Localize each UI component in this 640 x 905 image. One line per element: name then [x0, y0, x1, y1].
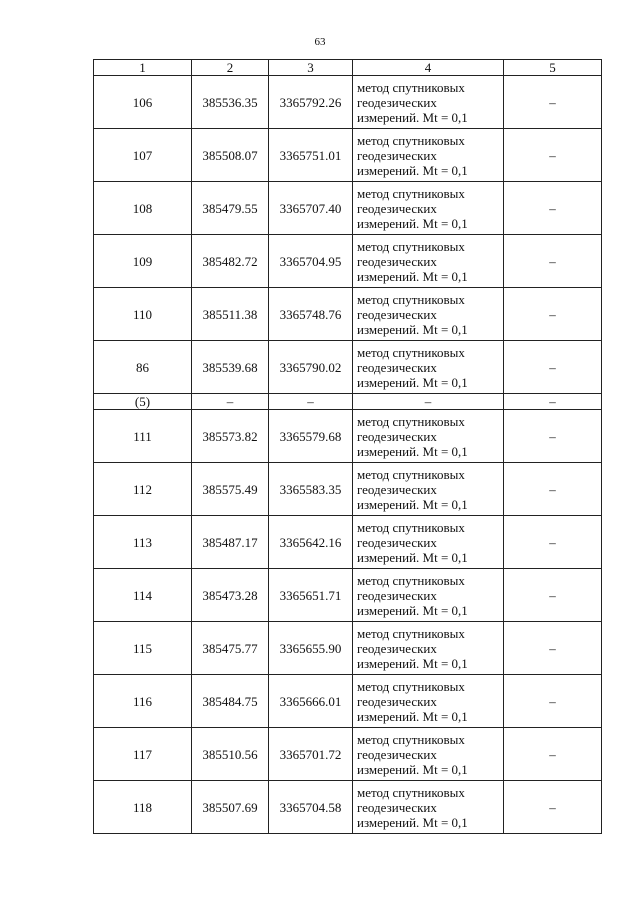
- x-coordinate-cell: 385507.69: [192, 781, 269, 834]
- note-cell: –: [504, 728, 602, 781]
- method-text-line: геодезических: [357, 147, 437, 163]
- note-cell: –: [504, 76, 602, 129]
- table-row: [94, 129, 602, 182]
- point-number-cell: 86: [94, 341, 192, 394]
- method-text-line: метод спутниковых: [357, 344, 465, 360]
- page-number: 63: [314, 36, 326, 48]
- method-text-line: геодезических: [357, 200, 437, 216]
- y-coordinate-cell: 3365701.72: [269, 728, 353, 781]
- note-cell: –: [504, 129, 602, 182]
- method-text-line: метод спутниковых: [357, 678, 465, 694]
- method-text-line: геодезических: [357, 481, 437, 497]
- method-text-line: метод спутниковых: [357, 572, 465, 588]
- method-text-line: измерений. Mt = 0,1: [357, 215, 468, 231]
- y-coordinate-cell: 3365748.76: [269, 288, 353, 341]
- point-number-cell: 107: [94, 129, 192, 182]
- method-text-line: геодезических: [357, 534, 437, 550]
- method-text-line: геодезических: [357, 94, 437, 110]
- method-cell: –: [353, 394, 504, 410]
- table-row: [94, 728, 602, 781]
- note-cell: –: [504, 235, 602, 288]
- note-cell: –: [504, 569, 602, 622]
- method-text-line: измерений. Mt = 0,1: [357, 268, 468, 284]
- y-coordinate-cell: 3365642.16: [269, 516, 353, 569]
- method-text-line: измерений. Mt = 0,1: [357, 708, 468, 724]
- method-text-line: метод спутниковых: [357, 291, 465, 307]
- method-cell: [353, 182, 504, 235]
- y-coordinate-cell: 3365792.26: [269, 76, 353, 129]
- point-number-cell: 109: [94, 235, 192, 288]
- method-text-line: измерений. Mt = 0,1: [357, 602, 468, 618]
- x-coordinate-cell: 385573.82: [192, 410, 269, 463]
- y-coordinate-cell: 3365583.35: [269, 463, 353, 516]
- method-cell: [353, 622, 504, 675]
- y-coordinate-cell: 3365655.90: [269, 622, 353, 675]
- y-coordinate-cell: 3365651.71: [269, 569, 353, 622]
- x-coordinate-cell: 385473.28: [192, 569, 269, 622]
- table-separator-row: [94, 394, 602, 410]
- point-number-cell: 118: [94, 781, 192, 834]
- table-row: [94, 463, 602, 516]
- method-text-line: геодезических: [357, 693, 437, 709]
- method-text-line: метод спутниковых: [357, 238, 465, 254]
- method-text-line: геодезических: [357, 359, 437, 375]
- note-cell: –: [504, 781, 602, 834]
- method-text-line: геодезических: [357, 428, 437, 444]
- table-header-row: [94, 60, 602, 76]
- table-row: [94, 76, 602, 129]
- note-cell: –: [504, 622, 602, 675]
- column-header: 1: [94, 60, 192, 76]
- note-cell: –: [504, 410, 602, 463]
- x-coordinate-cell: 385508.07: [192, 129, 269, 182]
- table-row: [94, 182, 602, 235]
- note-cell: –: [504, 182, 602, 235]
- x-coordinate-cell: 385484.75: [192, 675, 269, 728]
- point-number-cell: 113: [94, 516, 192, 569]
- coordinates-table: [93, 59, 602, 834]
- table-body: [94, 60, 602, 834]
- method-cell: [353, 463, 504, 516]
- method-text-line: измерений. Mt = 0,1: [357, 496, 468, 512]
- x-coordinate-cell: 385482.72: [192, 235, 269, 288]
- method-text-line: метод спутниковых: [357, 79, 465, 95]
- method-text-line: измерений. Mt = 0,1: [357, 162, 468, 178]
- method-text-line: измерений. Mt = 0,1: [357, 814, 468, 830]
- table-row: [94, 288, 602, 341]
- method-text-line: метод спутниковых: [357, 185, 465, 201]
- note-cell: –: [504, 341, 602, 394]
- note-cell: –: [504, 288, 602, 341]
- table-row: [94, 516, 602, 569]
- x-coordinate-cell: 385539.68: [192, 341, 269, 394]
- y-coordinate-cell: 3365579.68: [269, 410, 353, 463]
- method-text-line: измерений. Mt = 0,1: [357, 109, 468, 125]
- x-coordinate-cell: 385479.55: [192, 182, 269, 235]
- method-cell: [353, 781, 504, 834]
- method-text-line: метод спутниковых: [357, 466, 465, 482]
- x-coordinate-cell: –: [192, 394, 269, 410]
- x-coordinate-cell: 385487.17: [192, 516, 269, 569]
- method-text-line: измерений. Mt = 0,1: [357, 549, 468, 565]
- y-coordinate-cell: 3365707.40: [269, 182, 353, 235]
- x-coordinate-cell: 385511.38: [192, 288, 269, 341]
- y-coordinate-cell: 3365790.02: [269, 341, 353, 394]
- column-header: 5: [504, 60, 602, 76]
- method-cell: [353, 235, 504, 288]
- point-number-cell: 106: [94, 76, 192, 129]
- method-text-line: измерений. Mt = 0,1: [357, 761, 468, 777]
- y-coordinate-cell: 3365666.01: [269, 675, 353, 728]
- method-text-line: метод спутниковых: [357, 731, 465, 747]
- method-text-line: измерений. Mt = 0,1: [357, 374, 468, 390]
- y-coordinate-cell: –: [269, 394, 353, 410]
- method-text-line: метод спутниковых: [357, 625, 465, 641]
- method-cell: [353, 341, 504, 394]
- method-text-line: измерений. Mt = 0,1: [357, 655, 468, 671]
- method-cell: [353, 76, 504, 129]
- x-coordinate-cell: 385510.56: [192, 728, 269, 781]
- method-cell: [353, 129, 504, 182]
- table-row: [94, 781, 602, 834]
- method-text-line: геодезических: [357, 746, 437, 762]
- table-row: [94, 675, 602, 728]
- x-coordinate-cell: 385475.77: [192, 622, 269, 675]
- column-header: 4: [353, 60, 504, 76]
- note-cell: –: [504, 675, 602, 728]
- x-coordinate-cell: 385536.35: [192, 76, 269, 129]
- point-number-cell: 108: [94, 182, 192, 235]
- method-cell: [353, 410, 504, 463]
- x-coordinate-cell: 385575.49: [192, 463, 269, 516]
- column-header: 2: [192, 60, 269, 76]
- column-header: 3: [269, 60, 353, 76]
- y-coordinate-cell: 3365704.95: [269, 235, 353, 288]
- table-row: [94, 341, 602, 394]
- point-number-cell: 110: [94, 288, 192, 341]
- method-text-line: измерений. Mt = 0,1: [357, 443, 468, 459]
- point-number-cell: 117: [94, 728, 192, 781]
- method-text-line: метод спутниковых: [357, 784, 465, 800]
- method-text-line: измерений. Mt = 0,1: [357, 321, 468, 337]
- y-coordinate-cell: 3365751.01: [269, 129, 353, 182]
- method-text-line: геодезических: [357, 306, 437, 322]
- table-row: [94, 410, 602, 463]
- note-cell: –: [504, 463, 602, 516]
- method-text-line: геодезических: [357, 799, 437, 815]
- method-cell: [353, 569, 504, 622]
- method-text-line: геодезических: [357, 253, 437, 269]
- point-number-cell: 112: [94, 463, 192, 516]
- note-cell: –: [504, 516, 602, 569]
- point-number-cell: 116: [94, 675, 192, 728]
- table-row: [94, 622, 602, 675]
- method-cell: [353, 516, 504, 569]
- method-cell: [353, 728, 504, 781]
- note-cell: –: [504, 394, 602, 410]
- table-row: [94, 569, 602, 622]
- method-text-line: метод спутниковых: [357, 519, 465, 535]
- method-text-line: метод спутниковых: [357, 413, 465, 429]
- method-cell: [353, 675, 504, 728]
- point-number-cell: 114: [94, 569, 192, 622]
- point-number-cell: 115: [94, 622, 192, 675]
- method-text-line: геодезических: [357, 640, 437, 656]
- y-coordinate-cell: 3365704.58: [269, 781, 353, 834]
- table-row: [94, 235, 602, 288]
- point-number-cell: 111: [94, 410, 192, 463]
- method-text-line: метод спутниковых: [357, 132, 465, 148]
- method-text-line: геодезических: [357, 587, 437, 603]
- point-number-cell: (5): [94, 394, 192, 410]
- method-cell: [353, 288, 504, 341]
